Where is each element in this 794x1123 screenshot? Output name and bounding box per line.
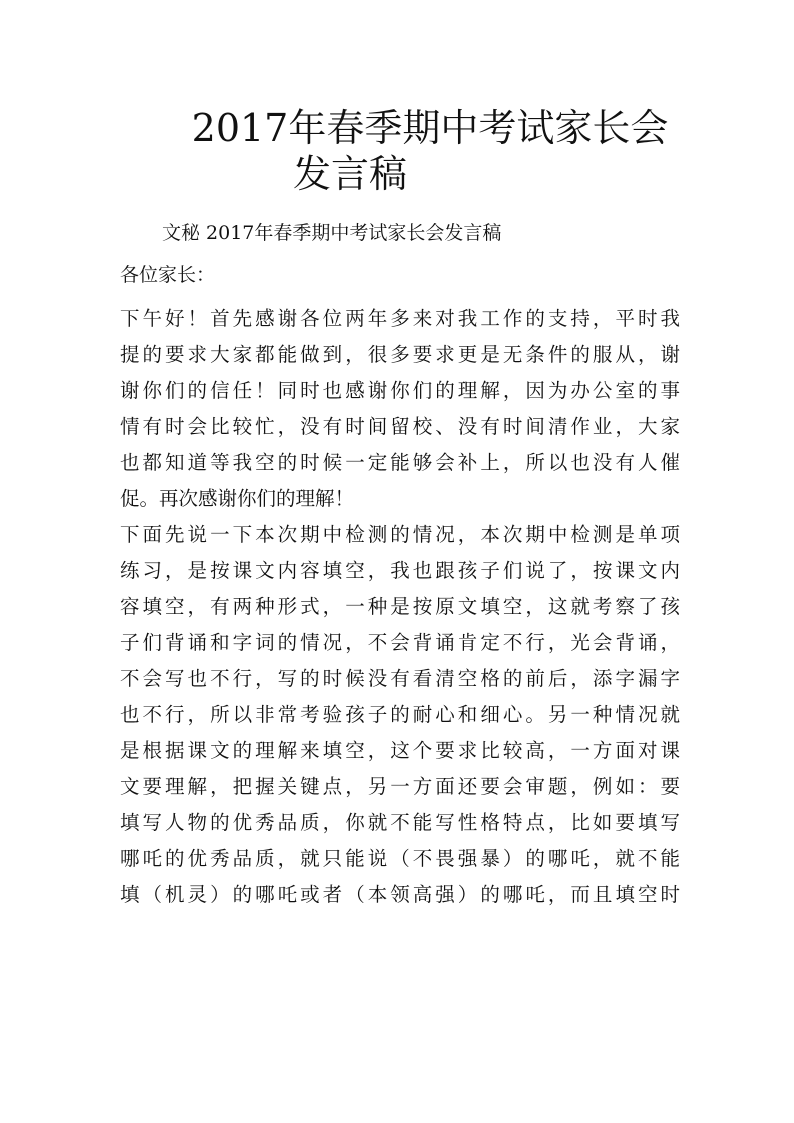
paragraph-2 [120, 517, 680, 913]
document-title-line-2: 发言稿 [292, 152, 407, 196]
paragraph-line: 也不行，所以非常考验孩子的耐心和细心。另一种情况就 [120, 703, 680, 726]
paragraph-line: 练习，是按课文内容填空，我也跟孩子们说了，按课文内 [120, 559, 680, 582]
paragraph-1 [120, 301, 680, 517]
paragraph-line: 是根据课文的理解来填空，这个要求比较高，一方面对课 [120, 739, 680, 762]
paragraph-line: 情有时会比较忙，没有时间留校、没有时间清作业，大家 [120, 415, 680, 438]
paragraph-line: 哪吒的优秀品质，就只能说（不畏强暴）的哪吒，就不能 [120, 847, 680, 870]
document-title-line-1: 2017年春季期中考试家长会 [191, 106, 669, 150]
paragraph-line: 谢你们的信任！同时也感谢你们的理解，因为办公室的事 [120, 379, 680, 402]
paragraph-line: 提的要求大家都能做到，很多要求更是无条件的服从，谢 [120, 343, 680, 366]
paragraph-line: 下午好！首先感谢各位两年多来对我工作的支持，平时我 [120, 307, 680, 330]
paragraph-line: 填写人物的优秀品质，你就不能写性格特点，比如要填写 [120, 811, 680, 834]
paragraph-line: 下面先说一下本次期中检测的情况，本次期中检测是单项 [120, 523, 680, 546]
paragraph-line: 子们背诵和字词的情况，不会背诵肯定不行，光会背诵， [120, 631, 680, 654]
salutation: 各位家长： [120, 264, 216, 286]
paragraph-line: 促。再次感谢你们的理解！ [120, 487, 355, 510]
document-subtitle: 文秘 2017年春季期中考试家长会发言稿 [162, 222, 502, 244]
paragraph-line: 填（机灵）的哪吒或者（本领高强）的哪吒，而且填空时 [120, 883, 680, 906]
paragraph-line: 不会写也不行，写的时候没有看清空格的前后，添字漏字 [120, 667, 680, 690]
paragraph-line: 文要理解，把握关键点，另一方面还要会审题，例如：要 [120, 775, 680, 798]
paragraph-line: 容填空，有两种形式，一种是按原文填空，这就考察了孩 [120, 595, 680, 618]
document-body [120, 301, 680, 913]
paragraph-line: 也都知道等我空的时候一定能够会补上，所以也没有人催 [120, 451, 680, 474]
